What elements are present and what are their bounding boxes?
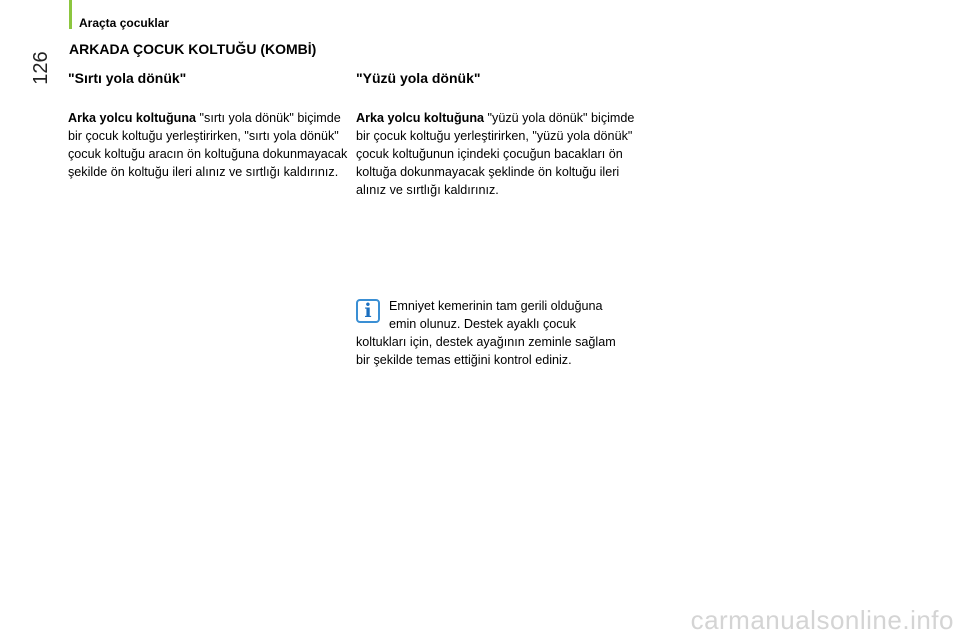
rear-facing-heading: "Sırtı yola dönük" [68,70,187,86]
section-header: Araçta çocuklar [79,16,170,30]
forward-facing-body: "yüzü yola dönük" biçimde bir çocuk koltuğu yerleştirirken, "yüzü yola dönük" çocuk koltuğunun içindeki çocuğun bacakları ön koltuğa dokunmayacak şeklinde ön koltuğu ileri alınız ve sırtlığı kaldırınız. [356,111,635,197]
rear-facing-paragraph [68,109,353,181]
watermark: carmanualsonline.info [690,605,954,635]
rear-facing-body: "sırtı yola dönük" biçimde bir çocuk koltuğu yerleştirirken, "sırtı yola dönük" çocuk koltuğu aracın ön koltuğuna dokunmayacak şekilde ön koltuğu ileri alınız ve sırtlığı kaldırınız. [68,111,348,179]
forward-facing-paragraph [356,109,641,199]
info-icon: i [356,299,380,323]
info-note-text: Emniyet kemerinin tam gerili olduğuna emin olunuz. Destek ayaklı çocuk koltukları için, destek ayağının zeminle sağlam bir şekilde temas ettiğini kontrol ediniz. [356,299,616,367]
page-number: 126 [30,51,52,85]
section-accent-bar [69,0,72,29]
rear-facing-lead: Arka yolcu koltuğuna [68,111,197,125]
forward-facing-lead: Arka yolcu koltuğuna [356,111,485,125]
page-title: ARKADA ÇOCUK KOLTUĞU (KOMBİ) [69,41,317,57]
info-note [356,297,626,369]
forward-facing-heading: "Yüzü yola dönük" [356,70,481,86]
